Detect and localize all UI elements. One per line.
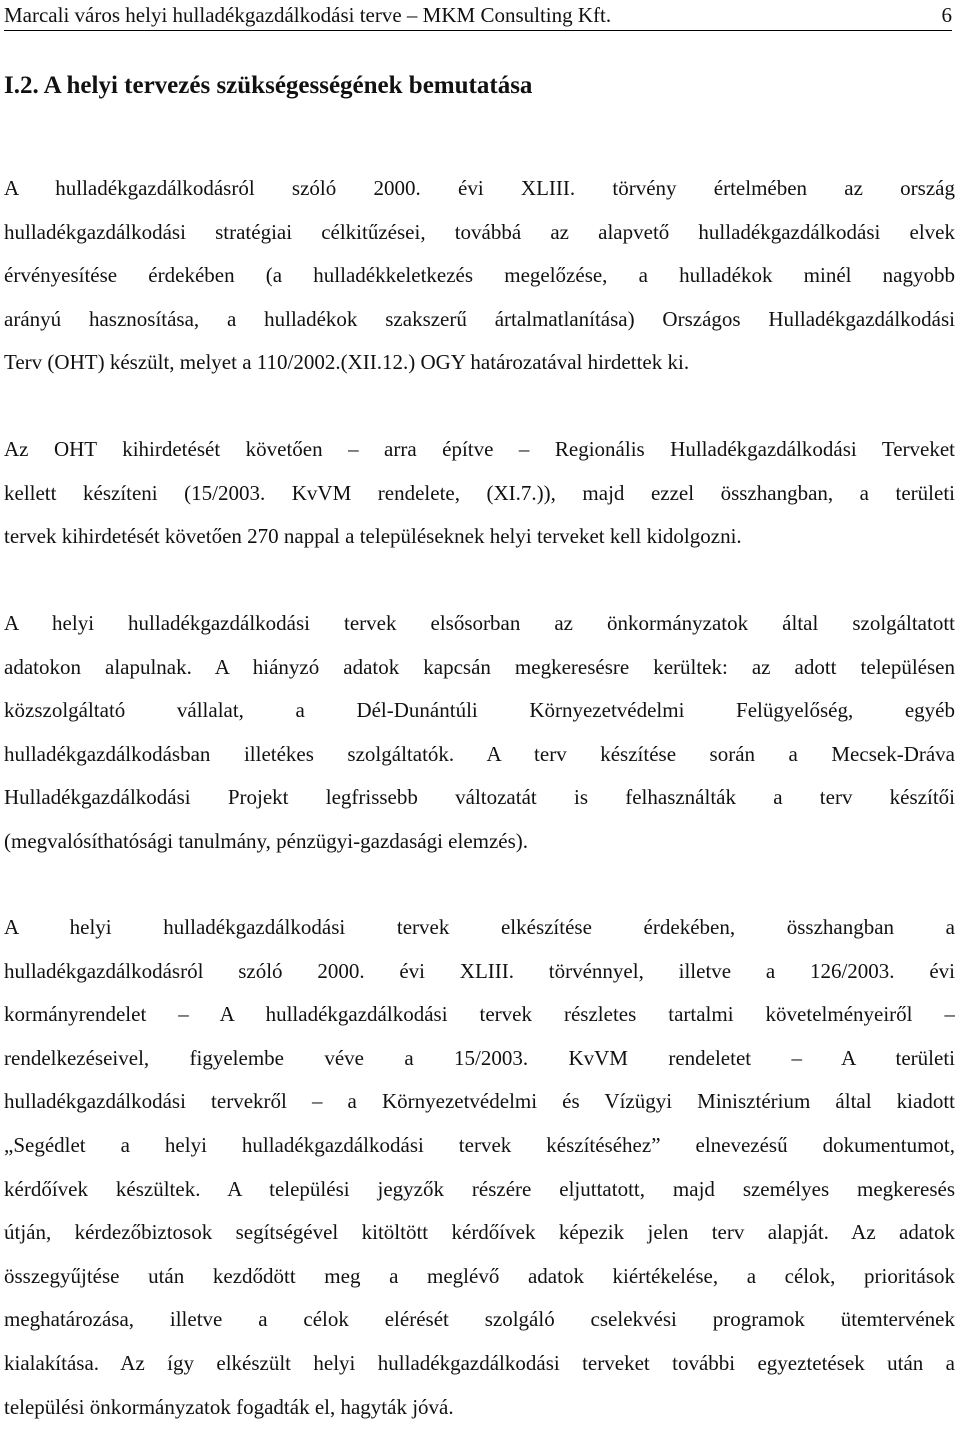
text-line: Hulladékgazdálkodási Projekt legfrissebb változatát is felhasználták a terv készítői: [4, 785, 955, 810]
text-line: kormányrendelet – A hulladékgazdálkodási tervek részletes tartalmi követelményeiről –: [4, 1002, 955, 1027]
text-line: arányú hasznosítása, a hulladékok szakszerű ártalmatlanítása) Országos Hulladékgazdálkodási: [4, 306, 955, 331]
text-line: A hulladékgazdálkodásról szóló 2000. évi XLIII. törvény értelmében az ország: [4, 176, 955, 200]
text-line: Terv (OHT) készült, melyet a 110/2002.(XII.12.) OGY határozatával hirdettek ki.: [4, 350, 690, 375]
text-line: A helyi hulladékgazdálkodási tervek elkészítése érdekében, összhangban a: [4, 915, 955, 939]
text-line: települési önkormányzatok fogadták el, hagyták jóvá.: [4, 1394, 454, 1419]
header-title: Marcali város helyi hulladékgazdálkodási terve – MKM Consulting Kft.: [4, 3, 612, 27]
text-line: kialakítása. Az így elkészült helyi hulladékgazdálkodási terveket további egyeztetések után a: [4, 1350, 955, 1375]
text-line: A helyi hulladékgazdálkodási tervek elsősorban az önkormányzatok által szolgáltatott: [4, 611, 955, 635]
text-line: hulladékgazdálkodásról szóló 2000. évi XLIII. törvénnyel, illetve a 126/2003. évi: [4, 958, 955, 983]
text-line: hulladékgazdálkodási stratégiai célkitűzései, továbbá az alapvető hulladékgazdálkodási elvek: [4, 219, 955, 244]
paragraph-data-sources: [4, 602, 955, 864]
paragraph-plan-preparation: [4, 906, 955, 1429]
text-line: érvényesítése érdekében (a hulladékkeletkezés megelőzése, a hulladékok minél nagyobb: [4, 263, 955, 288]
page-number: 6: [941, 3, 952, 27]
text-line: kellett készíteni (15/2003. KvVM rendelete, (XI.7.)), majd ezzel összhangban, a területi: [4, 480, 955, 505]
paragraph-regional-plans: [4, 428, 955, 559]
text-line: tervek kihirdetését követően 270 nappal a településeknek helyi terveket kell kidolgozni.: [4, 524, 742, 549]
text-line: közszolgáltató vállalat, a Dél-Dunántúli Környezetvédelmi Felügyelőség, egyéb: [4, 698, 955, 723]
text-line: „Segédlet a helyi hulladékgazdálkodási tervek készítéséhez” elnevezésű dokumentumot,: [4, 1132, 955, 1157]
text-line: (megvalósíthatósági tanulmány, pénzügyi-gazdasági elemzés).: [4, 828, 529, 853]
text-line: meghatározása, illetve a célok elérését szolgáló cselekvési programok ütemtervének: [4, 1307, 955, 1332]
text-line: rendelkezéseivel, figyelembe véve a 15/2003. KvVM rendeletet – A területi: [4, 1045, 955, 1070]
text-line: adatokon alapulnak. A hiányzó adatok kapcsán megkeresésre kerültek: az adott településen: [4, 654, 955, 679]
text-line: hulladékgazdálkodási tervekről – a Környezetvédelmi és Vízügyi Minisztérium által kiadott: [4, 1089, 955, 1114]
text-line: összegyűjtése után kezdődött meg a meglévő adatok kiértékelése, a célok, prioritások: [4, 1263, 955, 1288]
page-header: [4, 0, 952, 31]
section-heading: I.2. A helyi tervezés szükségességének bemutatása: [4, 72, 533, 99]
text-line: Az OHT kihirdetését követően – arra építve – Regionális Hulladékgazdálkodási Terveket: [4, 437, 955, 461]
paragraph-oht: [4, 167, 955, 385]
text-line: útján, kérdezőbiztosok segítségével kitöltött kérdőívek képezik jelen terv alapját. Az adatok: [4, 1220, 955, 1245]
text-line: kérdőívek készültek. A települési jegyzők részére eljuttatott, majd személyes megkeresés: [4, 1176, 955, 1201]
text-line: hulladékgazdálkodásban illetékes szolgáltatók. A terv készítése során a Mecsek-Dráva: [4, 741, 955, 766]
